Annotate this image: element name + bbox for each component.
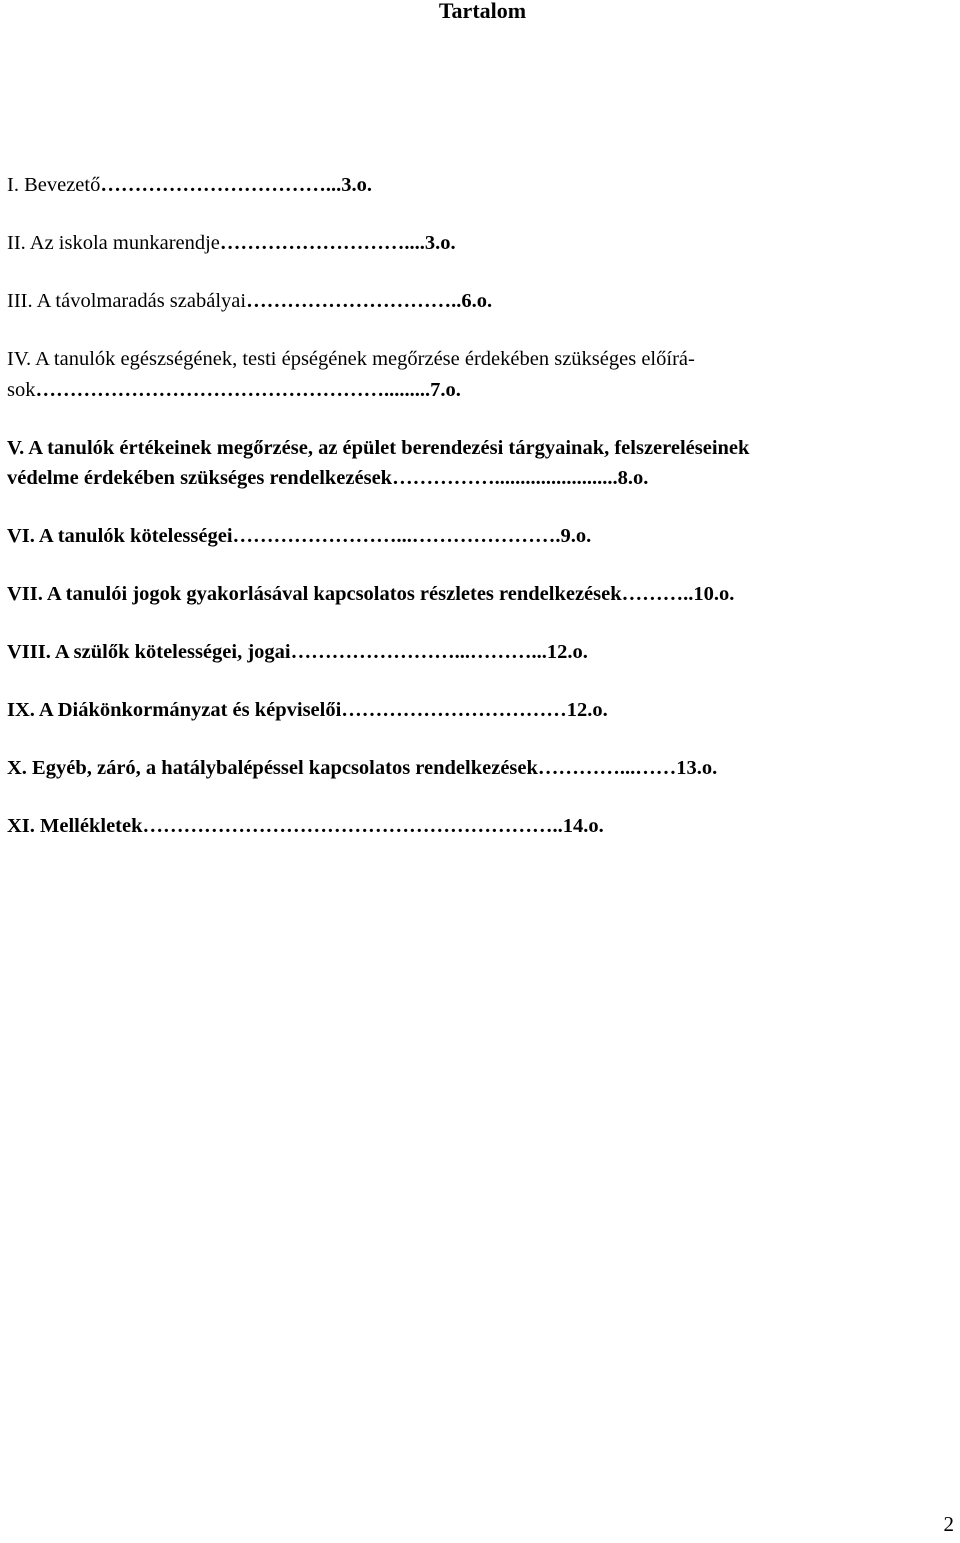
toc-entry-11 <box>7 813 604 839</box>
toc-entry-title: védelme érdekében szükséges rendelkezések <box>7 467 393 489</box>
toc-entry-6 <box>7 523 591 549</box>
toc-entry-leader: ……………………...………………….9.o. <box>232 525 592 547</box>
toc-entry-leader: ……………………………………………………..14.o. <box>142 815 604 837</box>
toc-entry-8 <box>7 639 588 665</box>
toc-entry-leader: ………..10.o. <box>621 583 735 605</box>
toc-entry-title: VI. A tanulók kötelességei <box>7 525 233 547</box>
toc-entry-title: VII. A tanulói jogok gyakorlásával kapcsolatos részletes rendelkezések <box>7 583 622 605</box>
toc-entry-1 <box>7 172 372 198</box>
toc-entry-title: X. Egyéb, záró, a hatálybalépéssel kapcsolatos rendelkezések <box>7 757 538 779</box>
page-title: Tartalom <box>438 0 527 23</box>
toc-entry-leader: ………………………....3.o. <box>219 232 456 254</box>
toc-entry-10 <box>7 755 717 781</box>
toc-entry-title: V. A tanulók értékeinek megőrzése, az épület berendezési tárgyainak, felszereléseinek <box>7 437 750 459</box>
toc-entry-title: sok <box>7 379 36 401</box>
toc-entry-5 <box>7 435 749 461</box>
toc-entry-5-continued <box>7 465 648 491</box>
toc-entry-title: I. Bevezető <box>7 174 101 196</box>
toc-entry-leader: ……………………………...3.o. <box>100 174 372 196</box>
toc-entry-leader: ……………………………12.o. <box>341 699 608 721</box>
toc-entry-leader: …………...……13.o. <box>537 757 718 779</box>
toc-entry-title: II. Az iskola munkarendje <box>7 232 220 254</box>
toc-entry-title: III. A távolmaradás szabályai <box>7 290 247 312</box>
toc-entry-2 <box>7 230 456 256</box>
toc-entry-leader: ……………........................8.o. <box>392 467 649 489</box>
toc-entry-title: IV. A tanulók egészségének, testi épségének megőrzése érdekében szükséges előírá- <box>7 348 695 370</box>
toc-entry-leader: ……………………...………...12.o. <box>290 641 588 663</box>
toc-entry-4 <box>7 346 695 372</box>
toc-entry-7 <box>7 581 734 607</box>
toc-entry-title: XI. Mellékletek <box>7 815 143 837</box>
toc-entry-title: IX. A Diákönkormányzat és képviselői <box>7 699 342 721</box>
toc-entry-leader: …………………………..6.o. <box>246 290 493 312</box>
toc-entry-3 <box>7 288 492 314</box>
toc-entry-4-continued <box>7 377 461 403</box>
toc-entry-leader: …………………………………………….........7.o. <box>35 379 461 401</box>
toc-entry-title: VIII. A szülők kötelességei, jogai <box>7 641 291 663</box>
toc-entry-9 <box>7 697 608 723</box>
page-number: 2 <box>943 1512 954 1536</box>
